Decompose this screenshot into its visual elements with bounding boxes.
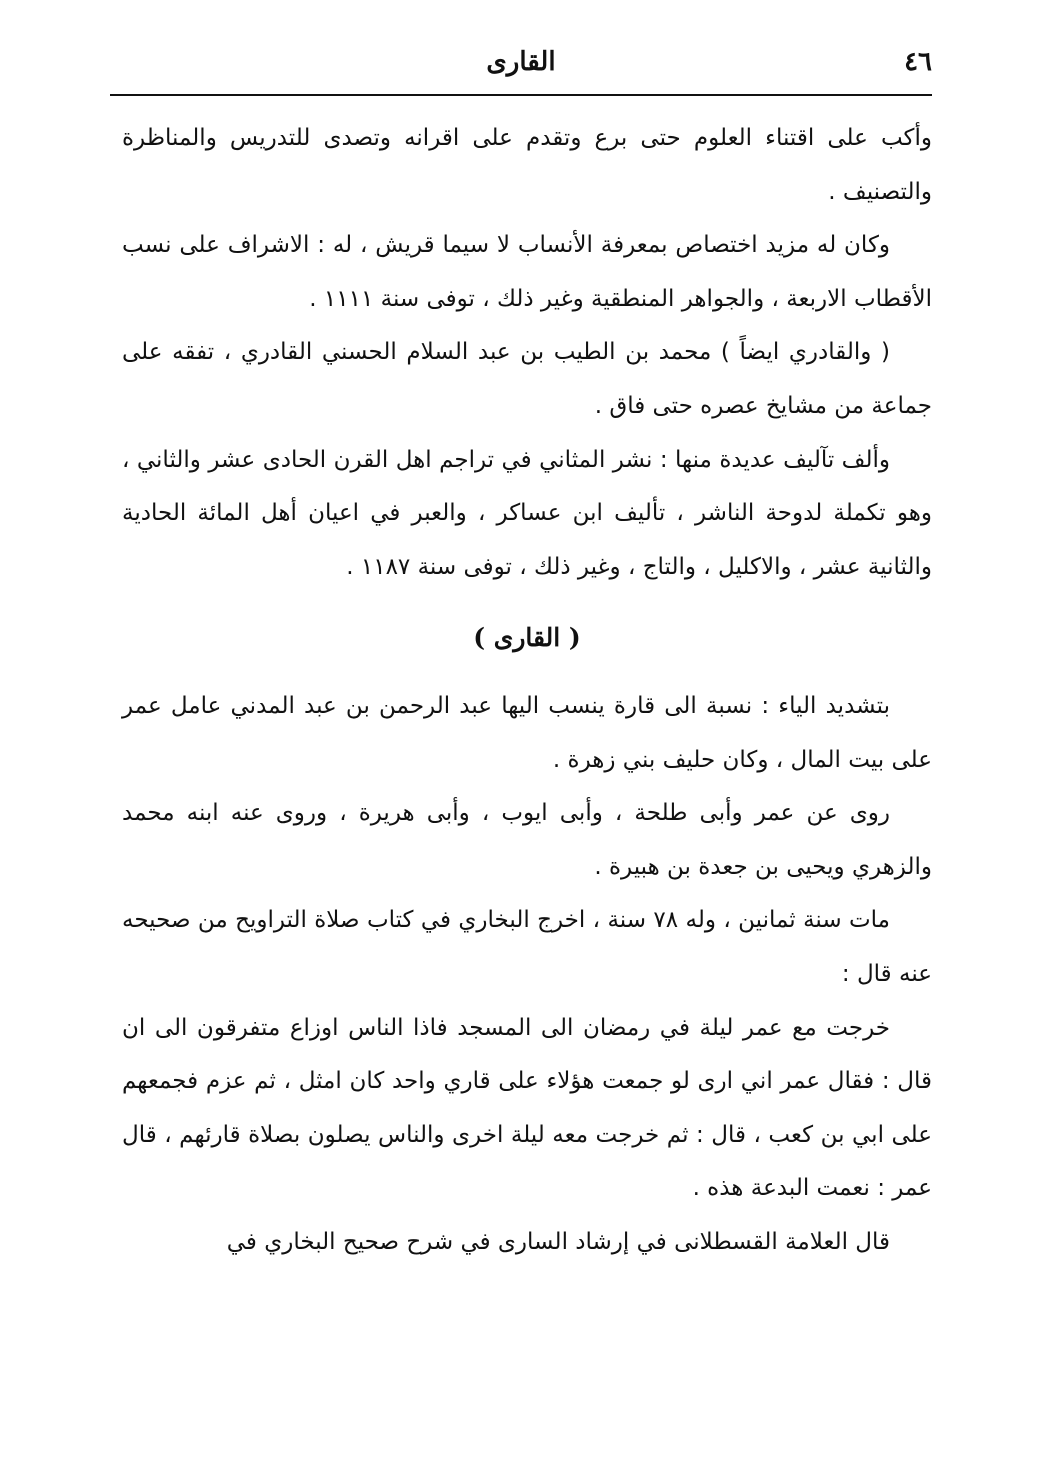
header-rule: [110, 94, 932, 96]
paragraph: روى عن عمر وأبى طلحة ، وأبى ايوب ، وأبى هريرة ، وروى عنه ابنه محمد والزهري ويحيى بن جعدة بن هبيرة .: [122, 800, 932, 880]
page-header: [110, 42, 932, 92]
paragraph: قال العلامة القسطلانى في إرشاد السارى في شرح صحيح البخاري في: [226, 1228, 890, 1255]
section-heading: ( القارى ): [473, 623, 581, 653]
paragraph: مات سنة ثمانين ، وله ٧٨ سنة ، اخرج البخاري في كتاب صلاة التراويح من صحيحه عنه قال :: [122, 907, 932, 987]
paragraph: وكان له مزيد اختصاص بمعرفة الأنساب لا سيما قريش ، له : الاشراف على نسب الأقطاب الاربعة ، والجواهر المنطقية وغير ذلك ، توفى سنة ١١١١ .: [122, 232, 932, 312]
paragraph: وأكب على اقتناء العلوم حتى برع وتقدم على اقرانه وتصدى للتدريس والمناظرة والتصنيف .: [122, 125, 932, 205]
paragraph: بتشديد الياء : نسبة الى قارة ينسب اليها عبد الرحمن بن عبد المدني عامل عمر على بيت المال ، وكان حليف بني زهرة .: [122, 692, 932, 773]
paragraph: خرجت مع عمر ليلة في رمضان الى المسجد فاذا الناس اوزاع متفرقون الى ان قال : فقال عمر اني ارى لو جمعت هؤلاء على قاري واحد كان امثل ، ثم عزم فجمعهم على ابي بن كعب ، قال : ثم خرجت معه ليلة اخرى والناس يصلون بصلاة قارئهم ، قال عمر : نعمت البدعة هذه .: [122, 1014, 932, 1202]
paragraph: ( والقادري ايضاً ) محمد بن الطيب بن عبد السلام الحسني القادري ، تفقه على جماعة من مشايخ عصره حتى فاق .: [122, 339, 932, 419]
page-number: ٤٦: [904, 47, 932, 77]
running-title: القارى: [486, 47, 556, 77]
page-body: [122, 112, 932, 1269]
paragraph: وألف تآليف عديدة منها : نشر المثاني في تراجم اهل القرن الحادى عشر والثاني ، وهو تكملة لدوحة الناشر ، تأليف ابن عساكر ، والعبر في اعيان أهل المائة الحادية والثانية عشر ، والاكليل ، والتاج ، وغير ذلك ، توفى سنة ١١٨٧ .: [122, 446, 932, 580]
